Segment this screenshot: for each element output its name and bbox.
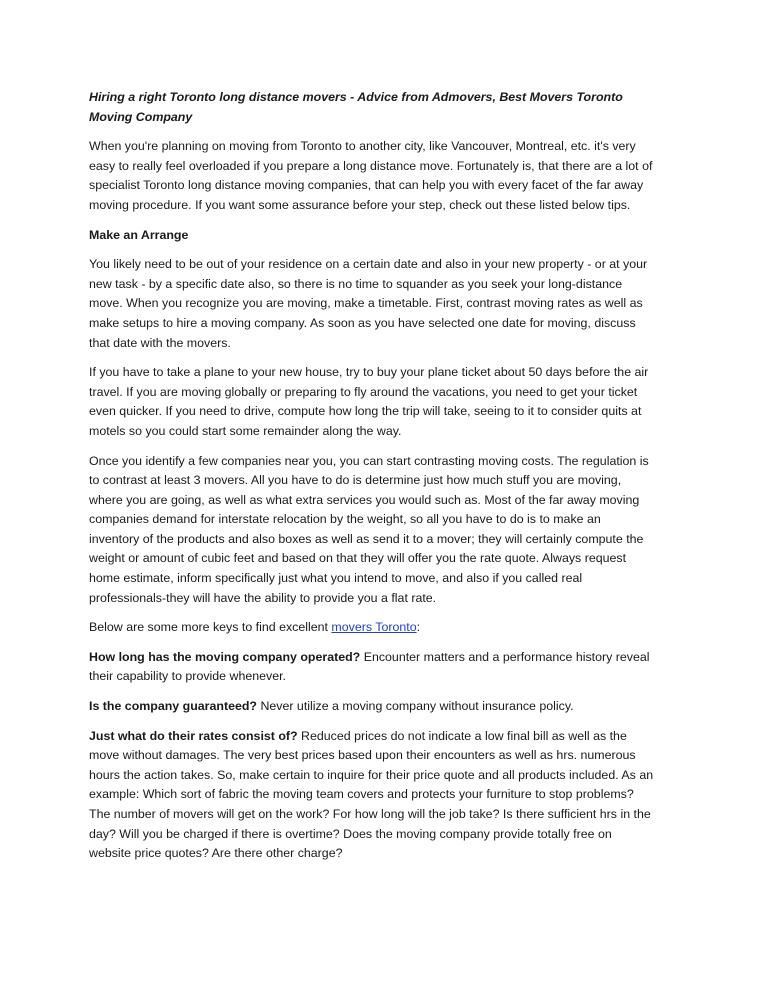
qa-question: Is the company guaranteed? — [89, 699, 257, 714]
qa-item — [89, 727, 654, 864]
section-heading: Make an Arrange — [89, 227, 189, 242]
body-paragraph: You likely need to be out of your residence on a certain date and also in your new property - or at your new task - by a specific date also, so there is no time to squander as you seek your long-distance move. When you recognize you are moving, make a timetable. First, contrast moving rates as well as make setups to hire a moving company. As soon as you have selected one date for moving, discuss that date with the movers. — [89, 257, 648, 350]
qa-question: How long has the moving company operated? — [89, 649, 361, 664]
qa-item — [89, 648, 654, 687]
qa-answer: Encounter matters and a performance history reveal their capability to provide whenever. — [89, 649, 650, 684]
document-title: Hiring a right Toronto long distance movers - Advice from Admovers, Best Movers Toronto Moving Company — [89, 90, 623, 124]
qa-question: Just what do their rates consist of? — [89, 728, 298, 743]
intro-paragraph: When you're planning on moving from Toronto to another city, like Vancouver, Montreal, etc. it's very easy to really feel overloaded if you prepare a long distance move. Fortunately is, that there are a lot of specialist Toronto long distance moving companies, that can help you with every facet of the far away moving procedure. If you want some assurance before your step, check out these listed below tips. — [89, 139, 653, 212]
keys-line-text: Below are some more keys to find excellent — [89, 620, 332, 635]
body-paragraph: If you have to take a plane to your new house, try to buy your plane ticket about 50 days before the air travel. If you are moving globally or preparing to fly around the vacations, you need to get your ticket even quicker. If you need to drive, compute how long the trip will take, seeing to it to consider quits at motels so you could start some remainder along the way. — [89, 365, 649, 438]
body-paragraph: Once you identify a few companies near you, you can start contrasting moving costs. The regulation is to contrast at least 3 movers. All you have to do is determine just how much stuff you are moving, where you are going, as well as what extra services you would such as. Most of the far away moving companies demand for interstate relocation by the weight, so all you have to do is to make an inventory of the products and also boxes as well as send it to a mover; they will certainly compute the weight or amount of cubic feet and based on that they will offer you the rate quote. Always request home estimate, inform specifically just what you intend to move, and also if you called real professionals-they will have the ability to provide you a flat rate. — [89, 453, 649, 605]
qa-item — [89, 697, 654, 717]
movers-toronto-link[interactable]: movers Toronto — [331, 620, 417, 635]
keys-line-punct: : — [416, 620, 421, 635]
keys-line — [89, 618, 654, 638]
qa-answer: Reduced prices do not indicate a low final bill as well as the move without damages. The very best prices based upon their encounters as well as hrs. numerous hours the action takes. So, make certain to inquire for their price quote and all products included. As an example: Which sort of fabric the moving team covers and protects your furniture to stop problems? The number of movers will get on the work? For how long will the job take? Is there sufficient hrs in the day? Will you be charged if there is overtime? Does the moving company provide totally free on website price quotes? Are there other charge? — [89, 728, 654, 861]
qa-answer: Never utilize a moving company without insurance policy. — [257, 699, 574, 714]
document-page — [89, 88, 654, 874]
